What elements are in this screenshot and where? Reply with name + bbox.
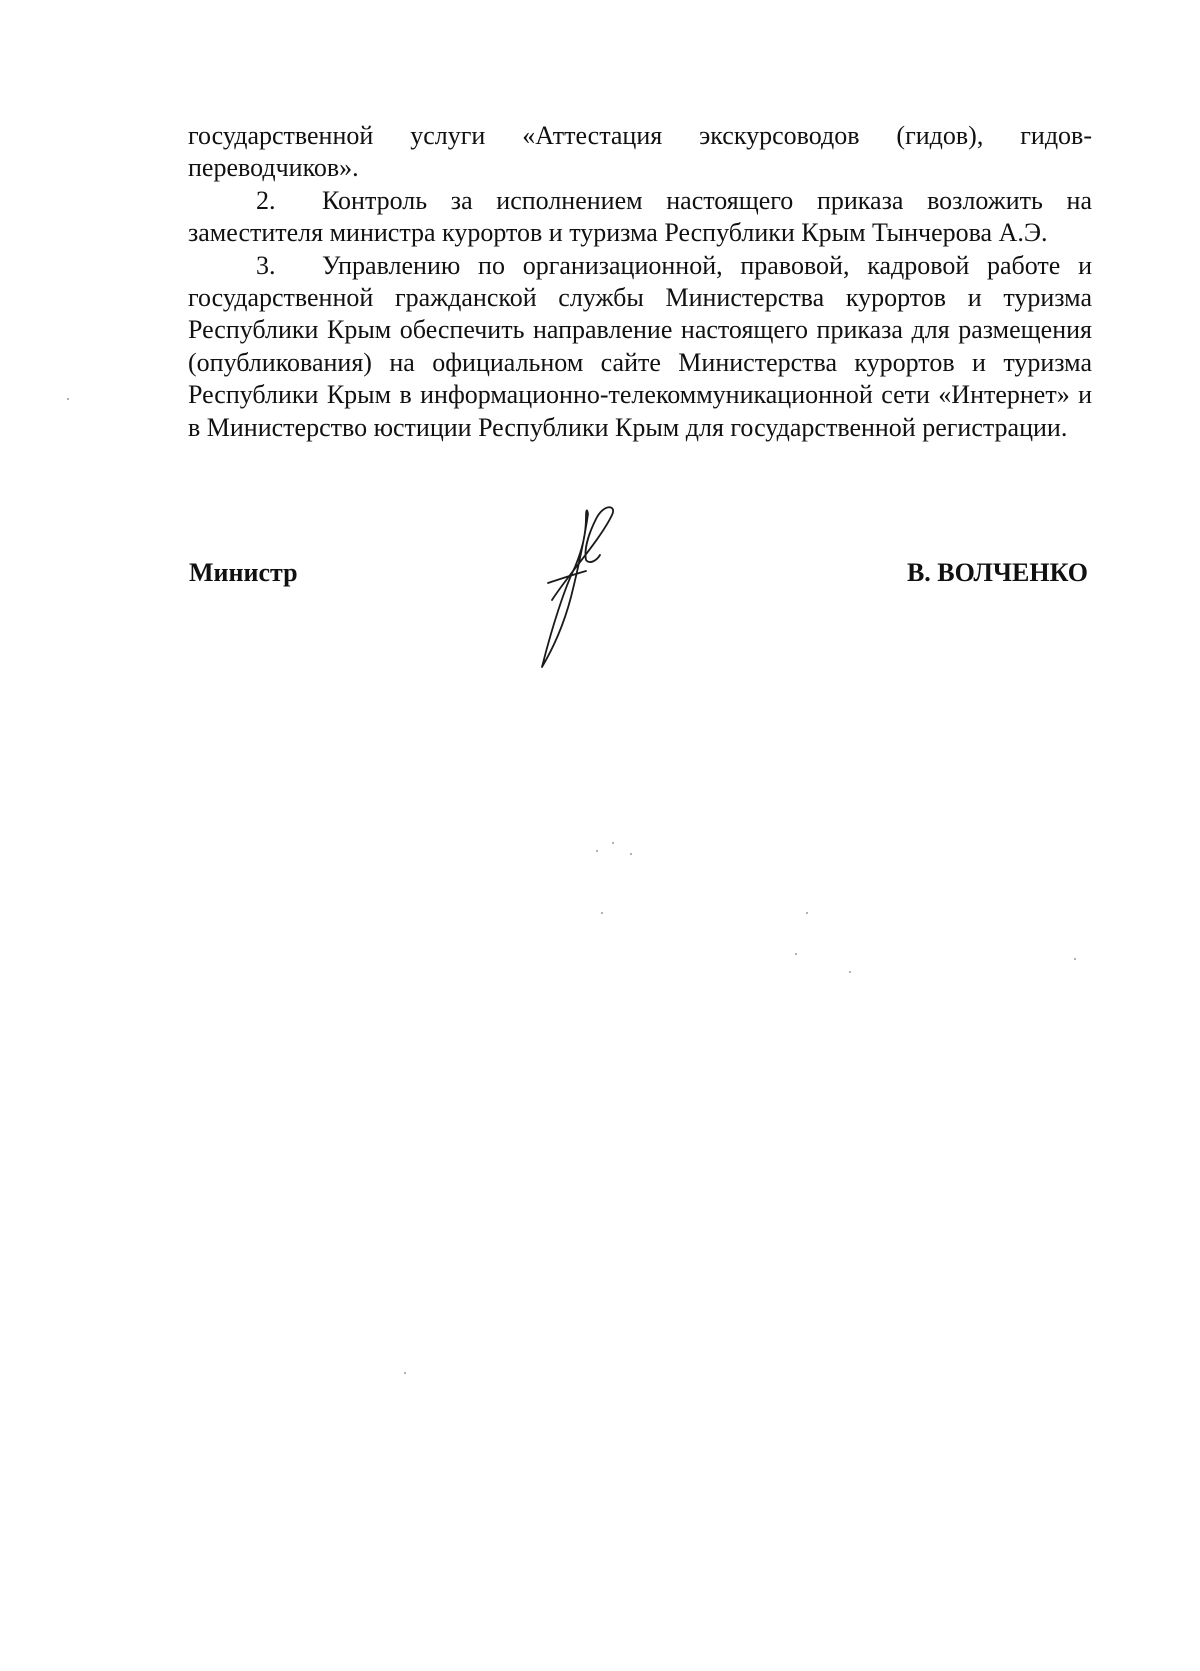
document-body — [188, 120, 1092, 444]
signatory-name: В. ВОЛЧЕНКО — [906, 558, 1088, 587]
clause-text: Контроль за исполнением настоящего приказа возложить на заместителя министра курортов и туризма Республики Крым Тынчерова А.Э. — [188, 185, 1092, 248]
scan-speck — [67, 398, 69, 400]
clause-2 — [188, 185, 1092, 250]
clause-text: Управлению по организационной, правовой, кадровой работе и государственной гражданской службы Министерства курортов и туризма Республики Крым обеспечить направление настоящего приказа для размещения (опубликования) на официальном сайте Министерства курортов и туризма Республики Крым в информационно-телекоммуникационной сети «Интернет» и в Министерство юстиции Республики Крым для государственной регистрации. — [188, 250, 1092, 442]
clause-3 — [188, 250, 1092, 444]
scan-speck — [601, 912, 603, 914]
signatory-title: Министр — [189, 558, 298, 587]
clause-number: 3. — [256, 250, 276, 280]
scan-speck — [630, 853, 632, 855]
scan-speck — [806, 912, 808, 914]
intro-paragraph: государственной услуги «Аттестация экскурсоводов (гидов), гидов-переводчиков». — [188, 121, 1092, 183]
scan-speck — [1074, 958, 1076, 960]
handwritten-signature — [540, 505, 655, 670]
clause-number: 2. — [256, 185, 276, 215]
scan-speck — [596, 850, 598, 852]
scan-speck — [404, 1372, 406, 1374]
scan-speck — [795, 953, 797, 955]
scan-speck — [612, 842, 614, 844]
scan-speck — [849, 971, 851, 973]
